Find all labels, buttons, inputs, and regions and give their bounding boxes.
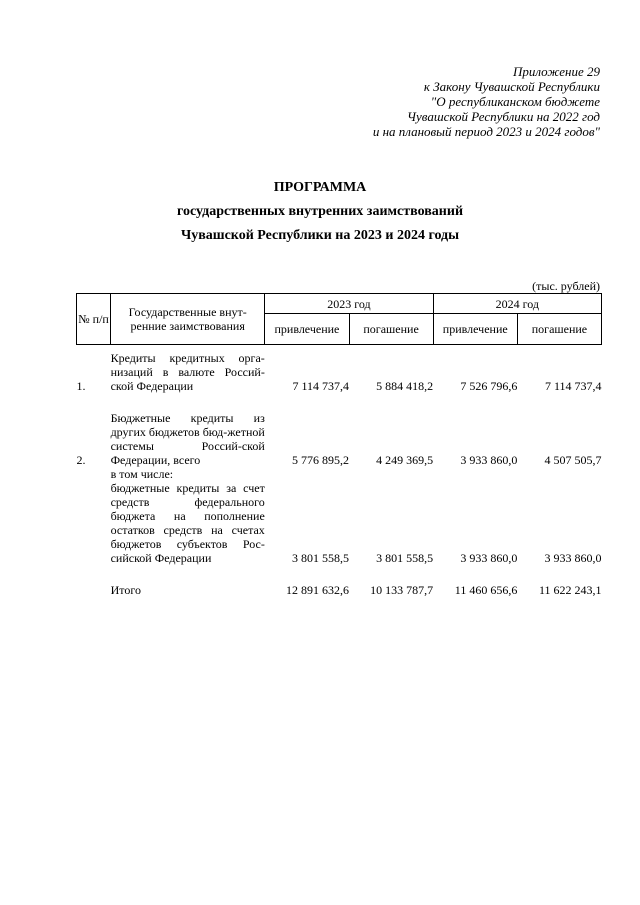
appendix-line-3: "О республиканском бюджете (430, 94, 600, 109)
appendix-note (300, 64, 600, 139)
value-borrow-2023: 5 776 895,2 (292, 452, 350, 467)
appendix-line-5: и на плановый период 2023 и 2024 годов" (372, 124, 600, 139)
title-line-3: Чувашской Республики на 2023 и 2024 годы (180, 228, 460, 243)
value-repay-2024: 7 114 737,4 (544, 378, 602, 393)
value-borrow-2024: 3 933 860,0 (460, 452, 518, 467)
header-year-2023: 2023 год (265, 294, 433, 314)
total-row (77, 583, 602, 597)
value-borrow-2024: 3 933 860,0 (460, 550, 518, 565)
header-name: Государственные внут-ренние заимствования (111, 294, 265, 345)
table-row (77, 481, 602, 565)
row-number: 1. (76, 378, 86, 393)
table-row (77, 351, 602, 393)
value-repay-2023: 3 801 558,5 (376, 550, 434, 565)
row-name: Бюджетные кредиты из других бюджетов бюд-жетной системы Россий-ской Федерации, всего (110, 410, 265, 467)
including-label: в том числе: (110, 466, 174, 481)
borrowing-program-table (76, 293, 602, 597)
total-label: Итого (110, 582, 141, 597)
appendix-line-1: Приложение 29 (512, 64, 600, 79)
value-repay-2024: 4 507 505,7 (544, 452, 602, 467)
value-borrow-2023: 3 801 558,5 (292, 550, 350, 565)
title-line-1: ПРОГРАММА (273, 180, 367, 195)
total-repay-2023: 10 133 787,7 (370, 582, 434, 597)
row-name: бюджетные кредиты за счет средств федерального бюджета на пополнение остатков средств на счетах бюджетов субъектов Рос-сийской Федерации (110, 480, 265, 565)
row-number: 2. (76, 452, 86, 467)
header-borrow-2023: привлечение (265, 314, 349, 345)
header-year-2024: 2024 год (433, 294, 601, 314)
value-repay-2023: 4 249 369,5 (376, 452, 434, 467)
header-borrow-2024: привлечение (433, 314, 517, 345)
value-borrow-2024: 7 526 796,6 (460, 378, 518, 393)
appendix-line-2: к Закону Чувашской Республики (423, 79, 600, 94)
total-borrow-2023: 12 891 632,6 (286, 582, 350, 597)
value-borrow-2023: 7 114 737,4 (292, 378, 350, 393)
value-repay-2023: 5 884 418,2 (376, 378, 434, 393)
header-repay-2023: погашение (349, 314, 433, 345)
header-num: № п/п (77, 294, 111, 345)
total-repay-2024: 11 622 243,1 (538, 582, 602, 597)
value-repay-2024: 3 933 860,0 (544, 550, 602, 565)
document-title (0, 176, 640, 248)
row-name: Кредиты кредитных орга-низаций в валюте Россий-ской Федерации (110, 350, 265, 393)
total-borrow-2024: 11 460 656,6 (454, 582, 518, 597)
table-row (77, 467, 602, 481)
appendix-line-4: Чувашской Республики на 2022 год (407, 109, 600, 124)
header-repay-2024: погашение (517, 314, 601, 345)
table-row (77, 411, 602, 467)
title-line-2: государственных внутренних заимствований (176, 204, 464, 219)
units-note: (тыс. рублей) (532, 279, 600, 293)
